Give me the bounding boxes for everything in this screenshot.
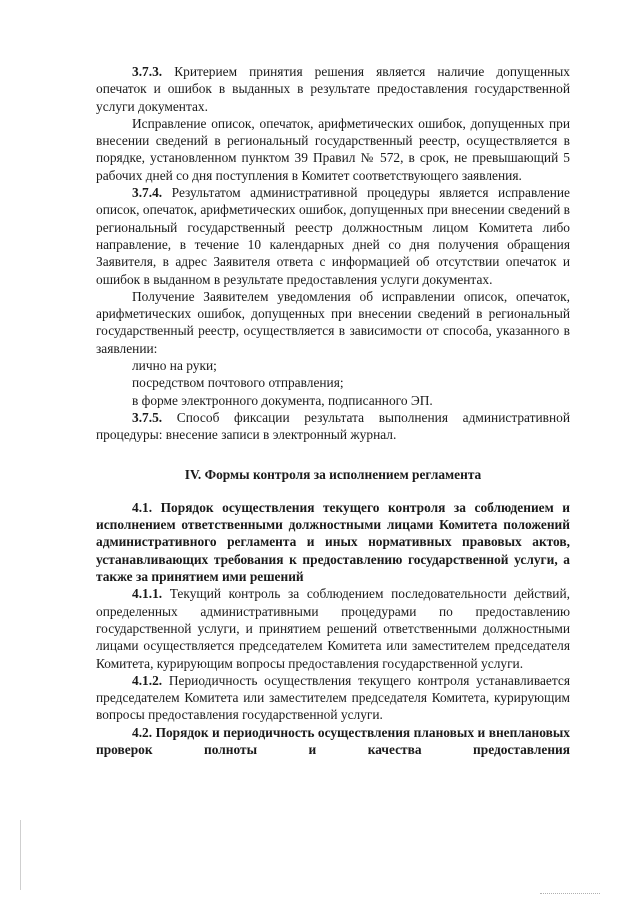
- list-item: лично на руки;: [132, 358, 217, 374]
- paragraph-3-7-5: [96, 409, 570, 444]
- paragraph-notification: Получение Заявителем уведомления об исправлении описок, опечаток, арифметических ошибок, допущенных при внесении сведений в региональный государственный реестр, осуществляется в зависимости от способа, указанного в заявлении:: [96, 288, 570, 356]
- paragraph-4-1: 4.1. Порядок осуществления текущего контроля за соблюдением и исполнением ответственными должностными лицами Комитета положений административного регламента и иных нормативных правовых актов, устанавливающих требования к предоставлению государственной услуги, а также за принятием ими решений: [96, 499, 570, 585]
- clause-number: 3.7.5.: [132, 409, 163, 425]
- clause-text: Критерием принятия решения является наличие допущенных опечаток и ошибок в выданных в результате предоставления государственной услуги документах.: [96, 64, 570, 114]
- paragraph-4-1-1: [96, 585, 570, 671]
- paragraph-4-2: 4.2. Порядок и периодичность осуществления плановых и внеплановых проверок полноты и качества предоставления: [96, 724, 570, 757]
- clause-number: 3.7.4.: [132, 185, 163, 201]
- clause-text: Текущий контроль за соблюдением последовательности действий, определенных административными процедурами по предоставлению государственной услуги, и принятием решений ответственными должностными лицами осуществляется председателем Комитета или заместителем председателя Комитета, курирующим вопросы предоставления государственной услуги.: [96, 586, 570, 671]
- clause-number: 4.1.1.: [132, 586, 163, 602]
- paragraph-3-7-4: [96, 184, 570, 288]
- paragraph-correction: Исправление описок, опечаток, арифметических ошибок, допущенных при внесении сведений в региональный государственный реестр, осуществляется в порядке, установленном пунктом 39 Правил № 572, в срок, не превышающий 5 рабочих дней со дня поступления в Комитет соответствующего заявления.: [96, 115, 570, 183]
- clause-text: Способ фиксации результата выполнения административной процедуры: внесение записи в электронный журнал.: [96, 409, 570, 443]
- clause-number: 3.7.3.: [132, 64, 163, 79]
- section-heading: IV. Формы контроля за исполнением регламента: [184, 466, 482, 482]
- paragraph-4-1-2: [96, 672, 570, 724]
- list-item: посредством почтового отправления;: [132, 375, 344, 391]
- scan-artifact: [540, 893, 600, 895]
- scan-margin-line: [20, 820, 21, 890]
- document-page: [96, 63, 570, 758]
- paragraph-3-7-3: [96, 63, 570, 115]
- list-item: в форме электронного документа, подписанного ЭП.: [132, 392, 433, 408]
- clause-text: Периодичность осуществления текущего контроля устанавливается председателем Комитета или заместителем председателя Комитета, курирующим вопросы предоставления государственной услуги.: [96, 672, 570, 723]
- clause-text: Результатом административной процедуры является исправление описок, опечаток, арифметических ошибок, допущенных при внесении сведений в региональный государственный реестр должностным лицом Комитета либо направление, в течение 10 календарных дней со дня получения обращения Заявителя, в адрес Заявителя ответа с информацией об отсутствии опечаток и ошибок в выданном в результате предоставления услуги документах.: [96, 185, 570, 287]
- clause-number: 4.1.2.: [132, 672, 163, 688]
